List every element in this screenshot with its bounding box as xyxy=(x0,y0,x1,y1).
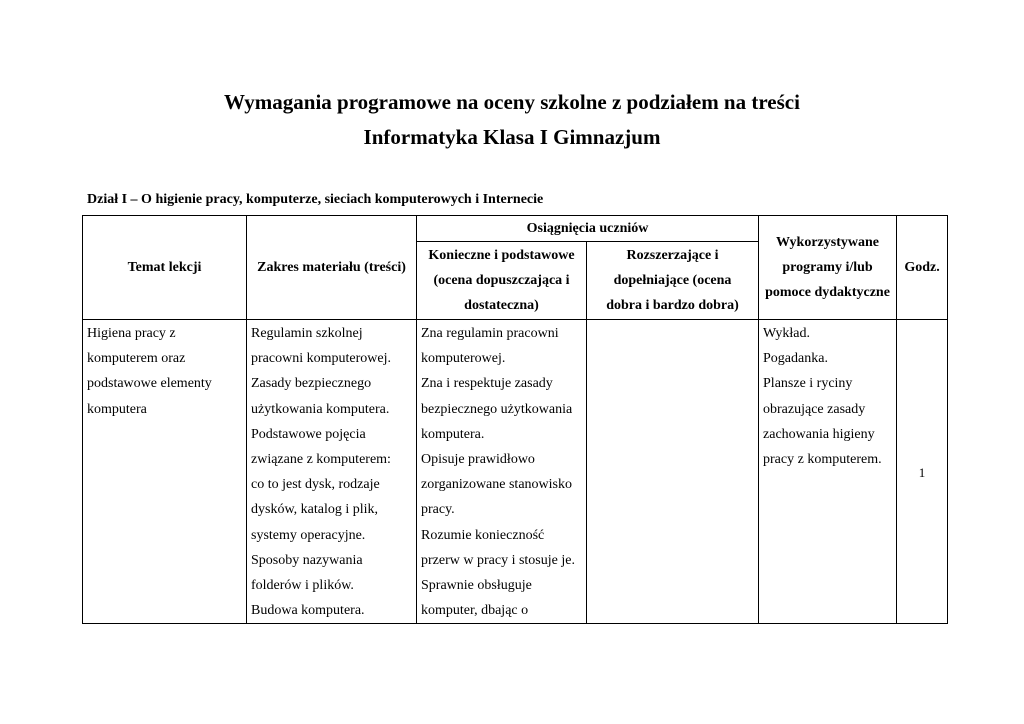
header-osiagniecia-uczniow: Osiągnięcia uczniów xyxy=(417,216,759,242)
cell-line: komputer, dbając o xyxy=(421,603,529,619)
header-zakres-materialu: Zakres materiału (treści) xyxy=(247,216,417,320)
cell-line: Sprawnie obsługuje xyxy=(421,578,532,594)
cell-line: dysków, katalog i plik, xyxy=(251,502,379,518)
header-konieczne-line: dostateczna) xyxy=(464,298,539,313)
cell-line: pracy z komputerem. xyxy=(763,452,882,468)
cell-line: Podstawowe pojęcia xyxy=(251,426,366,442)
header-godziny: Godz. xyxy=(897,216,948,320)
cell-line: co to jest dysk, rodzaje xyxy=(251,477,380,493)
cell-godziny: 1 xyxy=(897,320,948,624)
header-konieczne-line: Konieczne i podstawowe xyxy=(428,248,575,263)
cell-line: Budowa komputera. xyxy=(251,603,365,619)
cell-temat xyxy=(83,320,247,624)
cell-line: komputera. xyxy=(421,426,485,442)
header-rozszerzajace-line: dopełniające (ocena xyxy=(613,273,732,288)
header-konieczne-line: (ocena dopuszczająca i xyxy=(433,273,570,288)
document-subtitle: Informatyka Klasa I Gimnazjum xyxy=(363,125,661,149)
requirements-table xyxy=(82,215,948,624)
header-konieczne-podstawowe xyxy=(417,242,587,320)
header-temat-lekcji: Temat lekcji xyxy=(83,216,247,320)
cell-line: komputera xyxy=(87,401,147,417)
cell-line: komputerowej. xyxy=(421,351,506,367)
cell-line: Zna i respektuje zasady xyxy=(421,376,553,392)
section-heading: Dział I – O higienie pracy, komputerze, sieciach komputerowych i Internecie xyxy=(87,192,544,207)
header-rozszerzajace-line: dobra i bardzo dobra) xyxy=(606,298,739,313)
header-pomoce-line: pomoce dydaktyczne xyxy=(765,285,890,300)
cell-line: Higiena pracy z xyxy=(87,326,176,341)
cell-line: pracy. xyxy=(421,502,455,518)
cell-line: związane z komputerem: xyxy=(251,452,391,468)
cell-line: Regulamin szkolnej xyxy=(251,326,363,341)
cell-rozszerzajace xyxy=(587,320,759,624)
cell-line: Wykład. xyxy=(763,326,810,341)
cell-line: przerw w pracy i stosuje je. xyxy=(421,552,575,568)
header-pomoce-dydaktyczne xyxy=(759,216,897,320)
header-pomoce-line: programy i/lub xyxy=(782,260,873,275)
header-rozszerzajace-dopelniajace xyxy=(587,242,759,320)
cell-line: systemy operacyjne. xyxy=(251,527,366,543)
cell-line: Plansze i ryciny xyxy=(763,376,853,392)
cell-line: folderów i plików. xyxy=(251,578,354,594)
cell-pomoce xyxy=(759,320,897,624)
cell-line: użytkowania komputera. xyxy=(251,401,390,417)
cell-line: zorganizowane stanowisko xyxy=(421,477,572,493)
cell-line: Pogadanka. xyxy=(763,351,828,367)
header-pomoce-line: Wykorzystywane xyxy=(776,235,879,250)
cell-line: komputerem oraz xyxy=(87,351,186,367)
document-title: Wymagania programowe na oceny szkolne z podziałem na treści xyxy=(224,90,800,114)
cell-line: podstawowe elementy xyxy=(87,376,212,392)
header-rozszerzajace-line: Rozszerzające i xyxy=(626,248,719,263)
cell-line: bezpiecznego użytkowania xyxy=(421,401,573,417)
cell-line: zachowania higieny xyxy=(763,426,875,442)
cell-line: Opisuje prawidłowo xyxy=(421,452,535,468)
cell-line: Sposoby nazywania xyxy=(251,552,363,568)
cell-line: Zna regulamin pracowni xyxy=(421,326,559,341)
cell-zakres xyxy=(247,320,417,624)
cell-line: obrazujące zasady xyxy=(763,401,866,417)
cell-line: Zasady bezpiecznego xyxy=(251,376,372,392)
cell-line: pracowni komputerowej. xyxy=(251,351,391,367)
cell-line: Rozumie konieczność xyxy=(421,527,545,543)
cell-konieczne xyxy=(417,320,587,624)
table-row xyxy=(83,320,948,624)
